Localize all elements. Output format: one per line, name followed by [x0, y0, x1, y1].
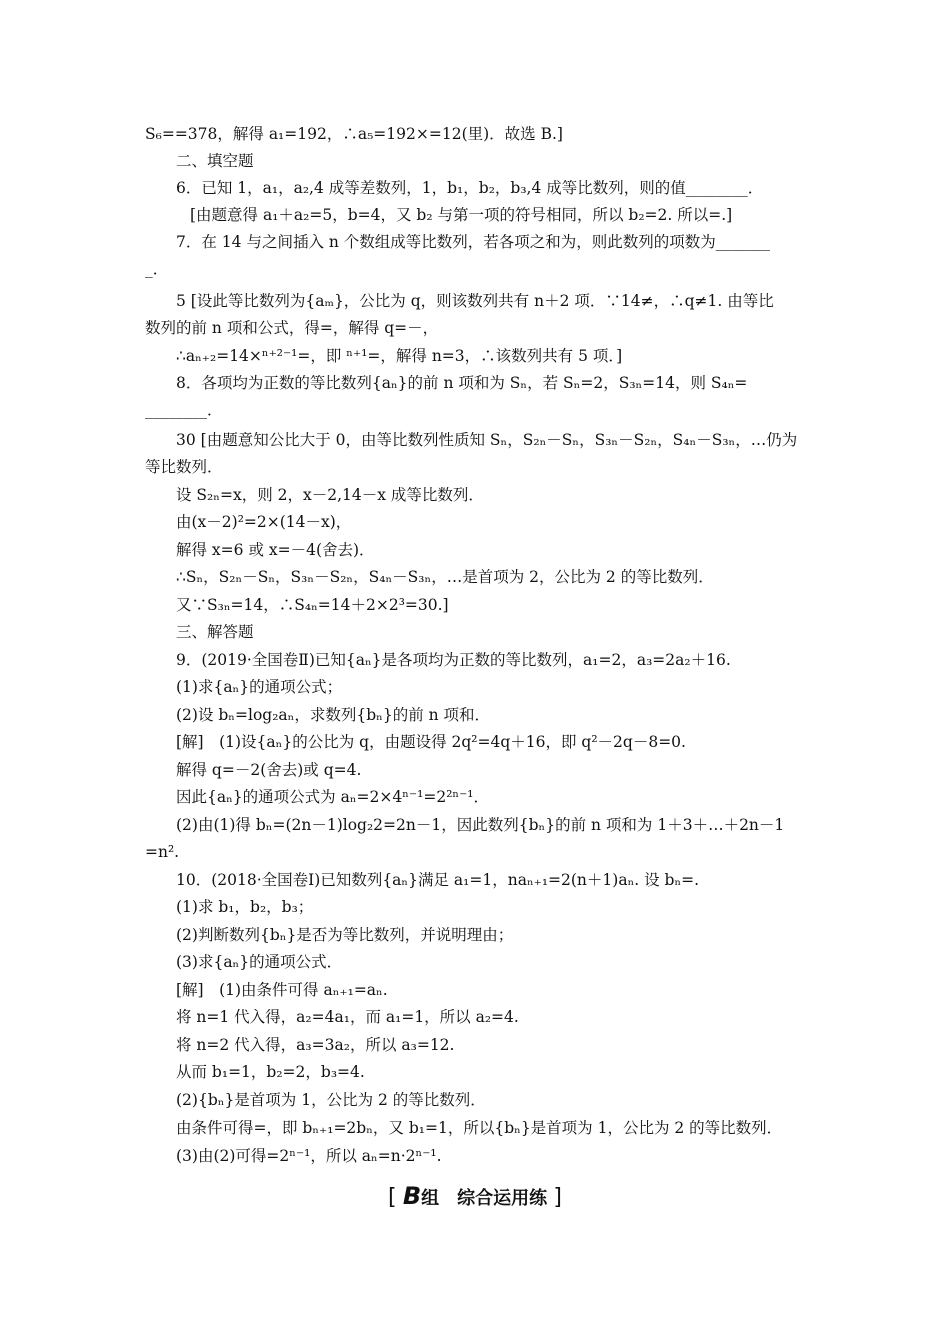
text-line: 解得 x=6 或 x=－4(舍去)． — [176, 541, 375, 559]
question-10: 10．(2018·全国卷Ⅰ)已知数列{aₙ}满足 a₁=1，naₙ₊₁=2(n＋1)aₙ. 设 bₙ=. — [176, 871, 700, 889]
section-heading-fill-in: 二、填空题 — [176, 152, 254, 170]
section-heading-solve: 三、解答题 — [176, 623, 254, 641]
group-title: 组 综合运用练 — [421, 1188, 548, 1209]
answer-8: 30 [由题意知公比大于 0，由等比数列性质知 Sₙ，S₂ₙ－Sₙ，S₃ₙ－S₂ₙ，S₄ₙ－S₃ₙ，…仍为 — [176, 431, 798, 449]
text-line: 从而 b₁=1，b₂=2，b₃=4. — [176, 1063, 365, 1081]
text-line: (3)由(2)可得=2ⁿ⁻¹，所以 aₙ=n·2ⁿ⁻¹. — [176, 1147, 442, 1165]
text-line: 等比数列． — [145, 458, 223, 476]
answer-7: 5 [设此等比数列为{aₘ}，公比为 q，则该数列共有 n＋2 项．∵14≠，∴q≠1. 由等比 — [176, 292, 774, 310]
text-line: 又∵S₃ₙ=14，∴S₄ₙ=14＋2×2³=30.] — [176, 596, 449, 614]
text-line: ________． — [145, 401, 223, 419]
text-line: 设 S₂ₙ=x，则 2，x－2,14－x 成等比数列． — [176, 486, 484, 504]
text-line: (2){bₙ}是首项为 1，公比为 2 的等比数列． — [176, 1091, 486, 1109]
bracket-left: [ — [387, 1185, 397, 1210]
text-line: (2)判断数列{bₙ}是否为等比数列，并说明理由； — [176, 926, 514, 944]
text-line: 将 n=2 代入得，a₃=3a₂，所以 a₃=12. — [176, 1036, 455, 1054]
question-7: 7．在 14 与之间插入 n 个数组成等比数列，若各项之和为，则此数列的项数为_______ — [176, 233, 771, 251]
text-line: _． — [145, 260, 169, 278]
text-line: 解得 q=－2(舍去)或 q=4. — [176, 761, 362, 779]
question-8: 8．各项均为正数的等比数列{aₙ}的前 n 项和为 Sₙ，若 Sₙ=2，S₃ₙ=14，则 S₄ₙ= — [176, 374, 748, 392]
text-line: 数列的前 n 项和公式，得=，解得 q=－， — [145, 319, 439, 337]
text-line: 由(x－2)²=2×(14－x)， — [176, 513, 352, 531]
question-6: 6．已知 1，a₁，a₂,4 成等差数列，1，b₁，b₂，b₃,4 成等比数列，则的值________． — [176, 179, 764, 197]
text-line: 将 n=1 代入得，a₂=4a₁，而 a₁=1，所以 a₂=4. — [176, 1008, 519, 1026]
text-line: (3)求{aₙ}的通项公式． — [176, 953, 343, 971]
bracket-right: ] — [553, 1185, 563, 1210]
question-9: 9．(2019·全国卷Ⅱ)已知{aₙ}是各项均为正数的等比数列，a₁=2，a₃=2a₂＋16. — [176, 651, 731, 669]
text-line: 由条件可得=，即 bₙ₊₁=2bₙ，又 b₁=1，所以{bₙ}是首项为 1，公比为 2 的等比数列． — [176, 1119, 783, 1137]
text-line: (2)由(1)得 bₙ=(2n－1)log₂2=2n－1，因此数列{bₙ}的前 n 项和为 1＋3＋…＋2n－1 — [176, 816, 785, 834]
section-banner — [0, 1182, 950, 1210]
text-line: [解] (1)由条件可得 aₙ₊₁=aₙ. — [176, 981, 388, 999]
text-line: (2)设 bₙ=log₂aₙ，求数列{bₙ}的前 n 项和． — [176, 706, 491, 724]
text-line: ∴Sₙ，S₂ₙ－Sₙ，S₃ₙ－S₂ₙ，S₄ₙ－S₃ₙ，…是首项为 2，公比为 2 的等比数列． — [176, 568, 714, 586]
text-line: S₆==378，解得 a₁=192，∴a₅=192×=12(里)．故选 B.] — [145, 125, 563, 143]
group-letter: B — [402, 1182, 422, 1210]
text-line: ∴aₙ₊₂=14×ⁿ⁺²⁻¹=，即 ⁿ⁺¹=，解得 n=3，∴该数列共有 5 项．] — [176, 347, 623, 365]
text-line: 因此{aₙ}的通项公式为 aₙ=2×4ⁿ⁻¹=2²ⁿ⁻¹． — [176, 788, 490, 806]
text-line: =n². — [145, 843, 180, 861]
text-line: (1)求 b₁，b₂，b₃； — [176, 898, 314, 916]
answer-6: [由题意得 a₁＋a₂=5，b=4，又 b₂ 与第一项的符号相同，所以 b₂=2. 所以=.] — [190, 206, 733, 224]
text-line: (1)求{aₙ}的通项公式； — [176, 678, 343, 696]
text-line: [解] (1)设{aₙ}的公比为 q，由题设得 2q²=4q＋16，即 q²－2q－8=0. — [176, 733, 686, 751]
